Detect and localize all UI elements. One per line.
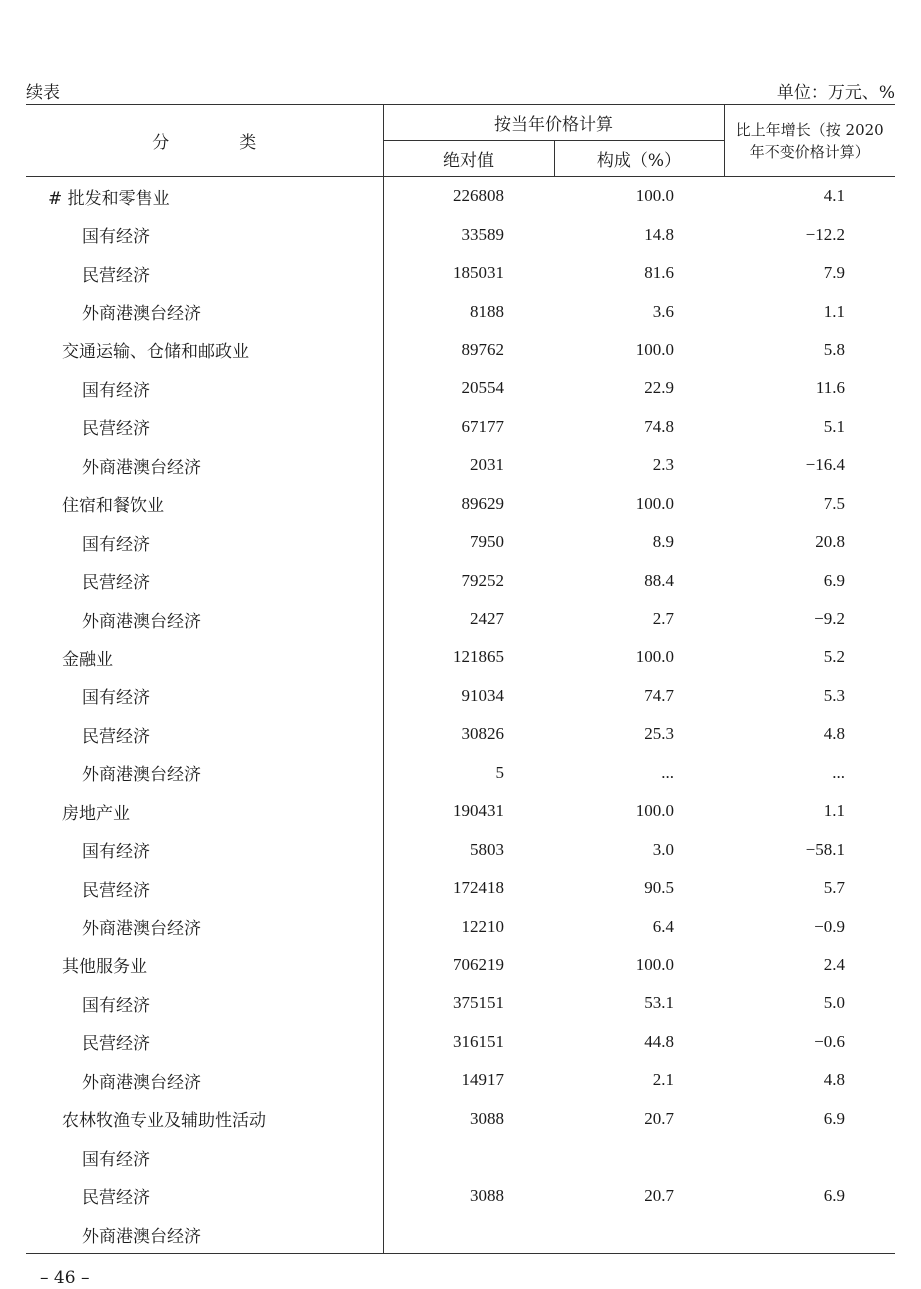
table-row [26,1138,895,1176]
growth-cell: 11.6 [815,378,845,398]
category-header-char-2: 类 [239,133,257,153]
row-label: 国有经济 [26,830,383,868]
growth-cell: −0.6 [814,1031,845,1051]
row-label: 国有经济 [26,215,383,253]
absolute-value-cell: 706219 [453,954,504,974]
growth-cell: 7.9 [823,263,845,283]
absolute-value-cell: 2427 [470,609,504,629]
absolute-value-cell: 2031 [470,455,504,475]
row-label: 民营经济 [26,561,383,599]
absolute-value-cell: 3088 [470,1185,504,1205]
absolute-value-cell: 14917 [461,1070,504,1090]
table-row [26,561,895,599]
category-header [26,105,383,177]
share-cell: 74.7 [644,685,674,705]
table-row [26,1100,895,1138]
growth-cell: 1.1 [823,301,845,321]
absolute-value-cell: 3088 [470,1108,504,1128]
row-label: 住宿和餐饮业 [26,485,383,523]
growth-cell: 7.5 [823,493,845,513]
growth-cell: 6.9 [823,1108,845,1128]
absolute-value-cell: 12210 [461,916,504,936]
current-price-header: 按当年价格计算 [383,105,724,141]
share-cell: 74.8 [644,416,674,436]
share-cell: 100.0 [635,493,674,513]
table-row [26,485,895,523]
share-cell: 2.1 [652,1070,674,1090]
growth-cell [724,1215,895,1254]
table-row [26,677,895,715]
share-cell: 90.5 [644,878,674,898]
table-row [26,830,895,868]
absolute-value-cell: 121865 [453,647,504,667]
table-row [26,792,895,830]
row-label: 民营经济 [26,254,383,292]
growth-cell: 4.1 [823,186,845,206]
absolute-value-cell: 89762 [461,339,504,359]
growth-cell: 20.8 [815,532,845,552]
absolute-value-cell: 79252 [461,570,504,590]
growth-cell: 6.9 [823,570,845,590]
table-row [26,292,895,330]
row-label: 民营经济 [26,715,383,753]
absolute-value-cell: 30826 [461,724,504,744]
share-cell: 100.0 [635,339,674,359]
row-label: 外商港澳台经济 [26,446,383,484]
absolute-value-cell: 5803 [470,839,504,859]
growth-cell: 1.1 [823,801,845,821]
table-row [26,1023,895,1061]
share-cell: 14.8 [644,224,674,244]
continued-label: 续表 [26,83,60,103]
share-cell: 20.7 [644,1108,674,1128]
row-label: 外商港澳台经济 [26,292,383,330]
row-label: 外商港澳台经济 [26,754,383,792]
row-label: 国有经济 [26,1138,383,1176]
growth-cell: 5.0 [823,993,845,1013]
row-label: 农林牧渔专业及辅助性活动 [26,1100,383,1138]
growth-header-line2: 年不变价格计算） [749,142,870,161]
growth-cell: −58.1 [805,839,845,859]
growth-header-line1: 比上年增长（按 2020 [735,120,884,139]
page-number: – 46 – [40,1268,90,1288]
share-cell: 8.9 [652,532,674,552]
table-row [26,984,895,1022]
absolute-value-cell: 20554 [461,378,504,398]
share-cell: 44.8 [644,1031,674,1051]
share-cell: 81.6 [644,263,674,283]
absolute-value-cell: 33589 [461,224,504,244]
table-row [26,369,895,407]
share-cell: 22.9 [644,378,674,398]
absolute-value-cell: 89629 [461,493,504,513]
absolute-value-cell: 91034 [461,685,504,705]
growth-cell: 5.1 [823,416,845,436]
absolute-value-header: 绝对值 [383,141,554,177]
table-row [26,523,895,561]
share-cell: 6.4 [652,916,674,936]
share-cell: 3.0 [652,839,674,859]
absolute-value-cell: 67177 [461,416,504,436]
absolute-value-cell: 172418 [453,878,504,898]
table-row [26,715,895,753]
table-row [26,946,895,984]
row-label: 其他服务业 [26,946,383,984]
absolute-value-cell: 316151 [453,1031,504,1051]
row-label: 民营经济 [26,1176,383,1214]
absolute-value-cell: 8188 [470,301,504,321]
share-cell: ... [661,762,674,782]
table-row [26,331,895,369]
table-row [26,1061,895,1099]
row-label: 金融业 [26,638,383,676]
table-row [26,177,895,216]
table-row [26,638,895,676]
row-label: 国有经济 [26,369,383,407]
growth-cell: 2.4 [823,954,845,974]
row-label: 外商港澳台经济 [26,600,383,638]
row-label: 外商港澳台经济 [26,1215,383,1254]
row-label: 外商港澳台经济 [26,1061,383,1099]
growth-cell: 6.9 [823,1185,845,1205]
table-row [26,1215,895,1254]
share-cell [554,1215,724,1254]
table-row [26,1176,895,1214]
table-row [26,215,895,253]
table-row [26,869,895,907]
growth-cell: 5.3 [823,685,845,705]
share-cell [554,1138,724,1176]
table-row [26,600,895,638]
row-label: 国有经济 [26,523,383,561]
growth-cell: −12.2 [805,224,845,244]
unit-label: 单位：万元、% [776,83,895,103]
row-label: 房地产业 [26,792,383,830]
share-cell: 20.7 [644,1185,674,1205]
share-cell: 25.3 [644,724,674,744]
absolute-value-cell: 190431 [453,801,504,821]
share-cell: 2.7 [652,609,674,629]
growth-cell: 5.7 [823,878,845,898]
share-cell: 53.1 [644,993,674,1013]
row-label: # 批发和零售业 [26,177,383,216]
growth-cell: −0.9 [814,916,845,936]
table-body [26,177,895,1254]
growth-cell: 4.8 [823,1070,845,1090]
table-row [26,754,895,792]
absolute-value-cell [383,1215,554,1254]
absolute-value-cell: 5 [495,762,504,782]
share-cell: 100.0 [635,647,674,667]
share-cell: 88.4 [644,570,674,590]
growth-cell: 5.2 [823,647,845,667]
share-cell: 100.0 [635,186,674,206]
growth-cell: ... [832,762,845,782]
growth-cell [724,1138,895,1176]
statistics-table [26,104,895,1254]
absolute-value-cell: 7950 [470,532,504,552]
share-header: 构成（%） [554,141,724,177]
table-row [26,446,895,484]
share-cell: 100.0 [635,954,674,974]
absolute-value-cell: 226808 [453,186,504,206]
row-label: 民营经济 [26,408,383,446]
row-label: 国有经济 [26,984,383,1022]
absolute-value-cell [383,1138,554,1176]
row-label: 交通运输、仓储和邮政业 [26,331,383,369]
growth-header [724,105,895,177]
share-cell: 3.6 [652,301,674,321]
share-cell: 100.0 [635,801,674,821]
row-label: 民营经济 [26,1023,383,1061]
row-label: 外商港澳台经济 [26,907,383,945]
growth-cell: 5.8 [823,339,845,359]
table-row [26,907,895,945]
row-label: 民营经济 [26,869,383,907]
row-label: 国有经济 [26,677,383,715]
absolute-value-cell: 375151 [453,993,504,1013]
absolute-value-cell: 185031 [453,263,504,283]
category-header-char-1: 分 [152,133,170,153]
table-row [26,254,895,292]
share-cell: 2.3 [652,455,674,475]
growth-cell: 4.8 [823,724,845,744]
growth-cell: −9.2 [814,609,845,629]
growth-cell: −16.4 [805,455,845,475]
table-row [26,408,895,446]
